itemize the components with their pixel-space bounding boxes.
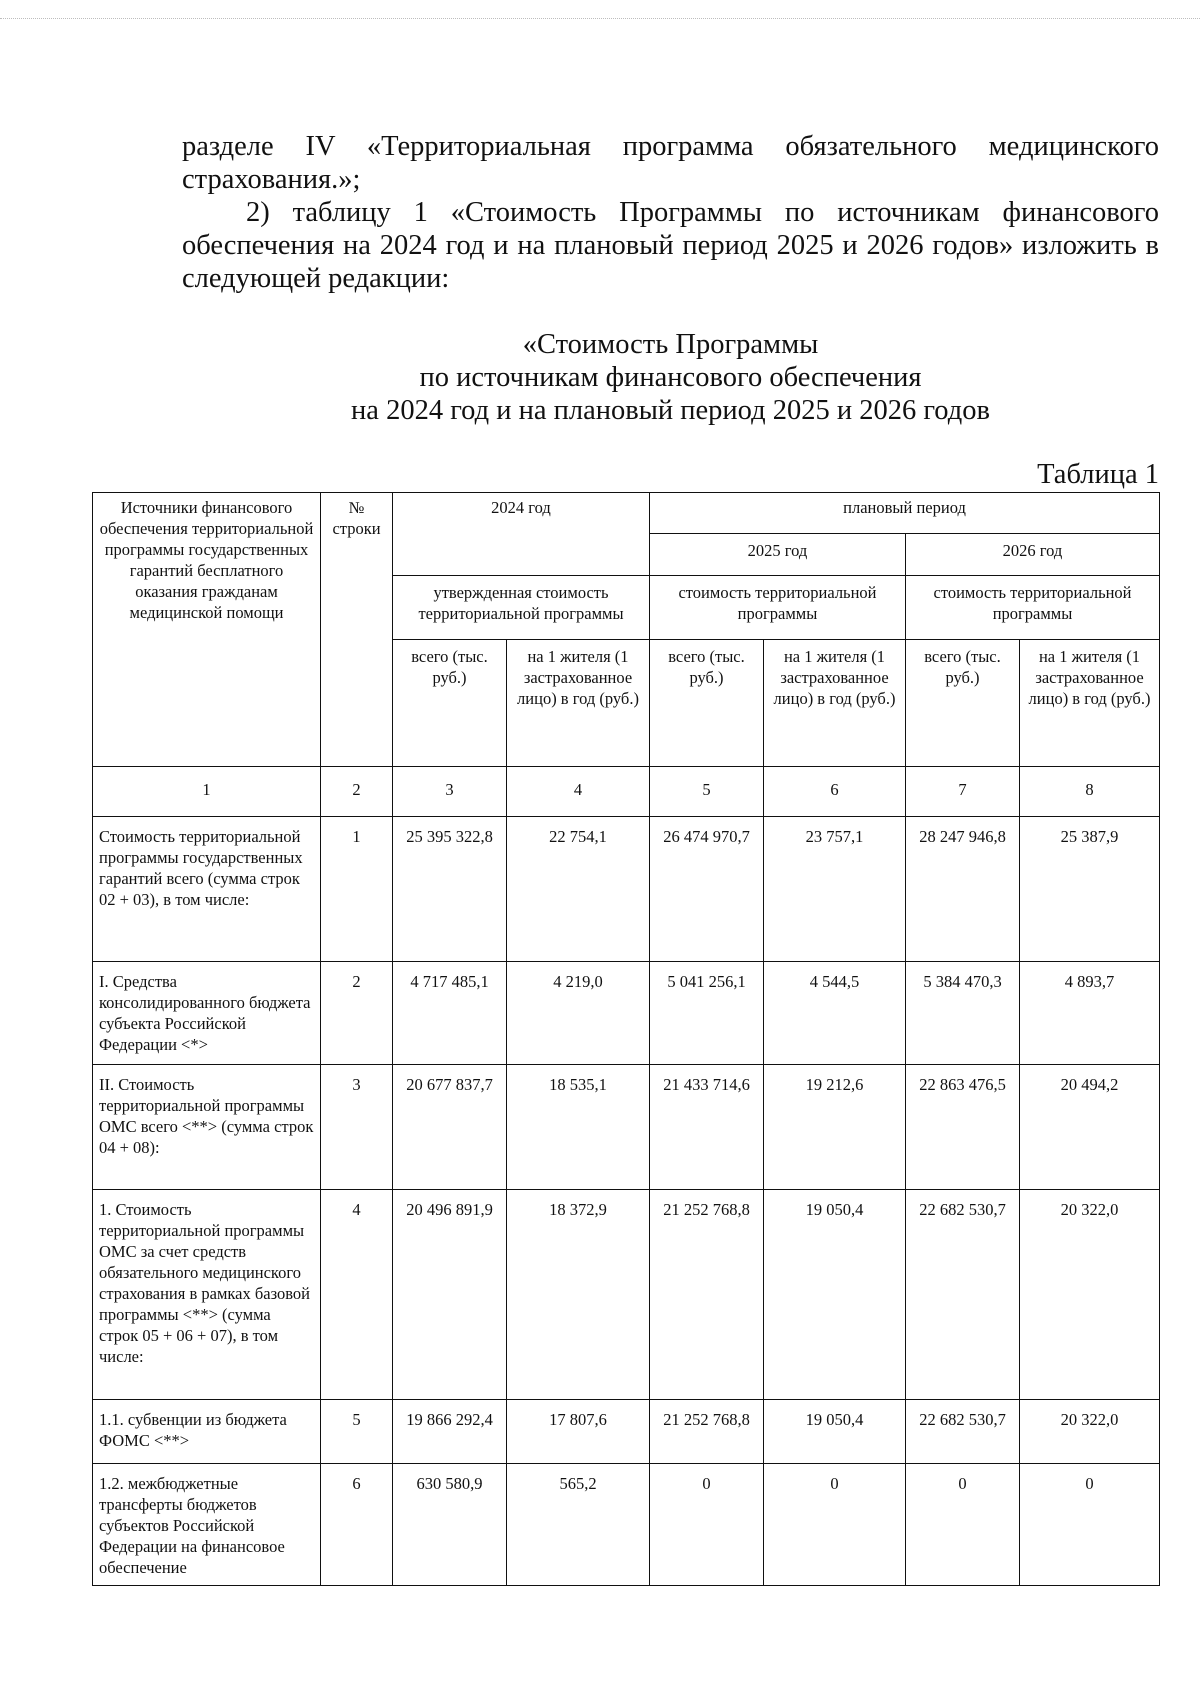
cell-per-capita-2025: 19 050,4 bbox=[764, 1190, 906, 1400]
header-year-2026: 2026 год bbox=[906, 534, 1160, 576]
cell-total-2026: 22 682 530,7 bbox=[906, 1190, 1020, 1400]
cell-total-2024: 4 717 485,1 bbox=[393, 962, 507, 1065]
cost-table bbox=[92, 492, 1160, 1586]
header-per-capita-2026: на 1 жителя (1 застрахованное лицо) в год (руб.) bbox=[1020, 640, 1160, 767]
column-number: 7 bbox=[906, 767, 1020, 817]
table-row bbox=[93, 1065, 1160, 1190]
row-line-number: 1 bbox=[321, 817, 393, 962]
column-number: 4 bbox=[507, 767, 650, 817]
header-total-2026: всего (тыс. руб.) bbox=[906, 640, 1020, 767]
header-approved-cost: утвержденная стоимость территориальной программы bbox=[393, 576, 650, 640]
header-per-capita-2024: на 1 жителя (1 застрахованное лицо) в год (руб.) bbox=[507, 640, 650, 767]
cell-per-capita-2024: 4 219,0 bbox=[507, 962, 650, 1065]
column-number: 3 bbox=[393, 767, 507, 817]
column-number-row bbox=[93, 767, 1160, 817]
table-row bbox=[93, 1464, 1160, 1586]
cell-per-capita-2026: 0 bbox=[1020, 1464, 1160, 1586]
cell-total-2024: 25 395 322,8 bbox=[393, 817, 507, 962]
cell-total-2024: 630 580,9 bbox=[393, 1464, 507, 1586]
cell-per-capita-2024: 18 372,9 bbox=[507, 1190, 650, 1400]
row-label: 1.1. субвенции из бюджета ФОМС <**> bbox=[93, 1400, 321, 1464]
table-row bbox=[93, 1400, 1160, 1464]
row-label: 1.2. межбюджетные трансферты бюджетов субъектов Российской Федерации на финансовое обеспечение bbox=[93, 1464, 321, 1586]
table-row bbox=[93, 817, 1160, 962]
row-label: Стоимость территориальной программы государственных гарантий всего (сумма строк 02 + 03), в том числе: bbox=[93, 817, 321, 962]
cell-per-capita-2026: 25 387,9 bbox=[1020, 817, 1160, 962]
cell-total-2025: 21 252 768,8 bbox=[650, 1190, 764, 1400]
cell-per-capita-2025: 0 bbox=[764, 1464, 906, 1586]
header-cost-2026: стоимость территориальной программы bbox=[906, 576, 1160, 640]
cell-per-capita-2026: 4 893,7 bbox=[1020, 962, 1160, 1065]
row-line-number: 3 bbox=[321, 1065, 393, 1190]
row-label: II. Стоимость территориальной программы ОМС всего <**> (сумма строк 04 + 08): bbox=[93, 1065, 321, 1190]
header-cost-2025: стоимость территориальной программы bbox=[650, 576, 906, 640]
cell-per-capita-2025: 23 757,1 bbox=[764, 817, 906, 962]
cell-per-capita-2024: 18 535,1 bbox=[507, 1065, 650, 1190]
heading-line-1: «Стоимость Программы bbox=[522, 329, 819, 360]
row-line-number: 5 bbox=[321, 1400, 393, 1464]
header-total-2024: всего (тыс. руб.) bbox=[393, 640, 507, 767]
column-number: 1 bbox=[93, 767, 321, 817]
intro-paragraph-1: разделе IV «Территориальная программа обязательного медицинского страхования.»; bbox=[182, 131, 1159, 195]
cell-per-capita-2025: 19 050,4 bbox=[764, 1400, 906, 1464]
table-label: Таблица 1 bbox=[1037, 459, 1159, 490]
intro-paragraph-2: 2) таблицу 1 «Стоимость Программы по источникам финансового обеспечения на 2024 год и на плановый период 2025 и 2026 годов» изложить в следующей редакции: bbox=[182, 197, 1159, 294]
cell-per-capita-2025: 19 212,6 bbox=[764, 1065, 906, 1190]
header-row-number: № строки bbox=[321, 493, 393, 767]
table-row bbox=[93, 1190, 1160, 1400]
cell-total-2025: 26 474 970,7 bbox=[650, 817, 764, 962]
header-sources: Источники финансового обеспечения территориальной программы государственных гарантий бесплатного оказания гражданам медицинской помощи bbox=[93, 493, 321, 767]
cell-total-2025: 21 252 768,8 bbox=[650, 1400, 764, 1464]
row-label: 1. Стоимость территориальной программы ОМС за счет средств обязательного медицинского страхования в рамках базовой программы <**> (сумма строк 05 + 06 + 07), в том числе: bbox=[93, 1190, 321, 1400]
table-row bbox=[93, 962, 1160, 1065]
table-heading bbox=[182, 328, 1159, 427]
header-year-2024: 2024 год bbox=[393, 493, 650, 576]
row-line-number: 2 bbox=[321, 962, 393, 1065]
cell-total-2024: 20 677 837,7 bbox=[393, 1065, 507, 1190]
cell-per-capita-2026: 20 322,0 bbox=[1020, 1190, 1160, 1400]
cell-per-capita-2024: 22 754,1 bbox=[507, 817, 650, 962]
cell-total-2024: 19 866 292,4 bbox=[393, 1400, 507, 1464]
cell-total-2025: 0 bbox=[650, 1464, 764, 1586]
header-per-capita-2025: на 1 жителя (1 застрахованное лицо) в год (руб.) bbox=[764, 640, 906, 767]
cell-per-capita-2025: 4 544,5 bbox=[764, 962, 906, 1065]
cell-total-2026: 22 682 530,7 bbox=[906, 1400, 1020, 1464]
column-number: 2 bbox=[321, 767, 393, 817]
row-label: I. Средства консолидированного бюджета субъекта Российской Федерации <*> bbox=[93, 962, 321, 1065]
row-line-number: 6 bbox=[321, 1464, 393, 1586]
cell-total-2026: 28 247 946,8 bbox=[906, 817, 1020, 962]
header-planned-period: плановый период bbox=[650, 493, 1160, 534]
column-number: 5 bbox=[650, 767, 764, 817]
cell-total-2024: 20 496 891,9 bbox=[393, 1190, 507, 1400]
cell-per-capita-2026: 20 322,0 bbox=[1020, 1400, 1160, 1464]
heading-line-2: по источникам финансового обеспечения bbox=[419, 362, 922, 393]
cell-per-capita-2026: 20 494,2 bbox=[1020, 1065, 1160, 1190]
column-number: 8 bbox=[1020, 767, 1160, 817]
cell-total-2025: 5 041 256,1 bbox=[650, 962, 764, 1065]
cell-total-2025: 21 433 714,6 bbox=[650, 1065, 764, 1190]
header-year-2025: 2025 год bbox=[650, 534, 906, 576]
row-line-number: 4 bbox=[321, 1190, 393, 1400]
cell-total-2026: 0 bbox=[906, 1464, 1020, 1586]
cell-total-2026: 22 863 476,5 bbox=[906, 1065, 1020, 1190]
heading-line-3: на 2024 год и на плановый период 2025 и 2026 годов bbox=[351, 395, 990, 426]
column-number: 6 bbox=[764, 767, 906, 817]
cell-per-capita-2024: 17 807,6 bbox=[507, 1400, 650, 1464]
cell-total-2026: 5 384 470,3 bbox=[906, 962, 1020, 1065]
page-top-edge bbox=[0, 18, 1200, 19]
cell-per-capita-2024: 565,2 bbox=[507, 1464, 650, 1586]
header-total-2025: всего (тыс. руб.) bbox=[650, 640, 764, 767]
